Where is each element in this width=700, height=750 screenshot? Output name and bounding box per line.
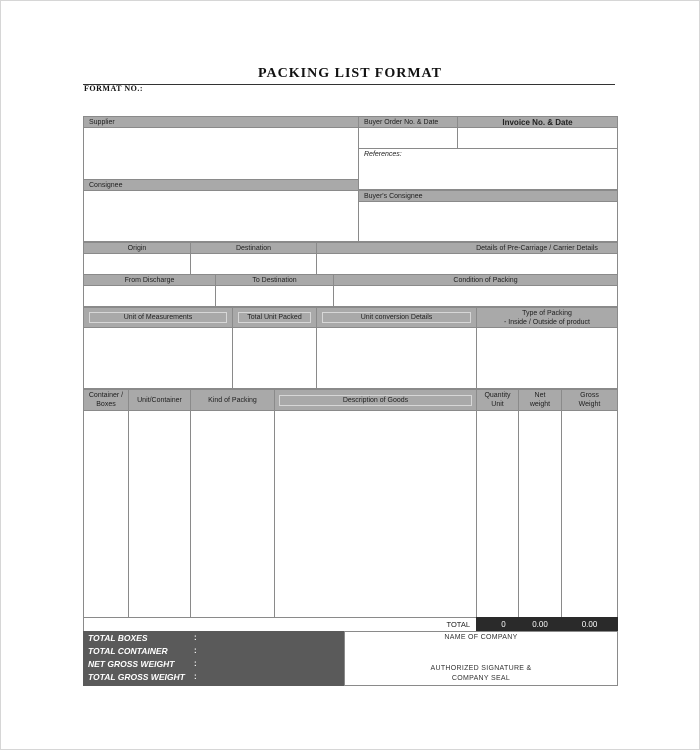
col-divider (561, 410, 562, 618)
col-kind-of-packing-label: Kind of Packing (208, 396, 257, 404)
col-net-weight-header (518, 389, 562, 411)
company-name-label: NAME OF COMPANY (444, 634, 518, 641)
supplier-field[interactable] (83, 127, 359, 180)
consignee-label: Consignee (89, 181, 123, 189)
invoice-label: Invoice No. & Date (502, 117, 573, 127)
total-gross-weight-colon: : (194, 672, 197, 681)
summary-row-total-boxes (88, 632, 148, 644)
references-label: References: (364, 151, 402, 158)
destination-field[interactable] (190, 253, 317, 275)
total-boxes-label: TOTAL BOXES (88, 633, 148, 643)
measurements-label: Unit of Measurements (123, 314, 193, 321)
total-boxes-colon: : (194, 633, 197, 642)
type-of-packing-header (476, 307, 618, 328)
total-label: TOTAL (446, 620, 470, 629)
col-divider (518, 410, 519, 618)
net-gross-weight-colon: : (194, 659, 197, 668)
col-quantity-label: Quantity Unit (484, 392, 511, 408)
from-discharge-field[interactable] (83, 285, 216, 307)
col-description-header (274, 389, 477, 411)
total-unit-packed-header (232, 307, 317, 328)
summary-row-net-gross-weight (88, 658, 174, 670)
total-container-colon: : (194, 646, 197, 655)
col-net-weight-label: Net weight (529, 392, 551, 408)
goods-table-body[interactable] (83, 410, 618, 618)
total-gross-weight-label: TOTAL GROSS WEIGHT (88, 672, 185, 682)
to-destination-field[interactable] (215, 285, 334, 307)
total-quantity-value: 0 (501, 620, 506, 629)
col-unit-container-header (128, 389, 191, 411)
col-gross-weight-header (561, 389, 618, 411)
type-of-packing-field[interactable] (476, 327, 618, 389)
col-quantity-header (476, 389, 519, 411)
conversion-header (316, 307, 477, 328)
condition-label: Condition of Packing (453, 276, 518, 284)
type-of-packing-line2: - Inside / Outside of product (504, 318, 590, 326)
total-net-weight-value: 0.00 (532, 620, 548, 629)
summary-row-total-container (88, 645, 168, 657)
measurements-field[interactable] (83, 327, 233, 389)
from-discharge-label: From Discharge (124, 276, 175, 284)
col-divider (128, 410, 129, 618)
col-divider (476, 410, 477, 618)
signature-box[interactable] (344, 631, 618, 686)
total-unit-packed-field[interactable] (232, 327, 317, 389)
condition-field[interactable] (333, 285, 618, 307)
signature-line2: COMPANY SEAL (451, 675, 511, 682)
buyer-order-field[interactable] (358, 127, 458, 149)
total-quantity (476, 617, 519, 632)
col-description-label: Description of Goods (342, 396, 409, 404)
pre-carriage-field[interactable] (316, 253, 618, 275)
origin-label: Origin (127, 244, 147, 252)
total-row (83, 617, 477, 632)
col-divider (190, 410, 191, 618)
buyer-order-label: Buyer Order No. & Date (364, 118, 439, 126)
col-kind-of-packing-header (190, 389, 275, 411)
supplier-label: Supplier (89, 118, 115, 126)
pre-carriage-label: Details of Pre-Carriage / Carrier Details (476, 244, 598, 252)
format-no-label: FORMAT NO.: (84, 84, 143, 93)
conversion-label: Unit conversion Details (360, 314, 433, 321)
conversion-field[interactable] (316, 327, 477, 389)
col-container-header (83, 389, 129, 411)
col-unit-container-label: Unit/Container (137, 396, 182, 404)
total-unit-packed-label: Total Unit Packed (247, 314, 302, 321)
total-gross-weight (561, 617, 618, 632)
total-gross-weight-value: 0.00 (581, 620, 598, 629)
col-divider (274, 410, 275, 618)
references-field[interactable] (358, 148, 618, 190)
col-container-label: Container / Boxes (88, 392, 124, 408)
buyers-consignee-field[interactable] (358, 201, 618, 242)
to-destination-label: To Destination (252, 276, 297, 284)
consignee-field[interactable] (83, 190, 359, 242)
title-rule (83, 84, 615, 85)
total-net-weight (518, 617, 562, 632)
signature-line1: AUTHORIZED SIGNATURE & (430, 665, 532, 672)
total-container-label: TOTAL CONTAINER (88, 646, 168, 656)
document-title: PACKING LIST FORMAT (258, 66, 442, 81)
measurements-header (83, 307, 233, 328)
type-of-packing-line1: Type of Packing (522, 309, 572, 317)
origin-field[interactable] (83, 253, 191, 275)
summary-panel (83, 631, 345, 686)
invoice-field[interactable] (457, 127, 618, 149)
col-gross-weight-label: Gross Weight (578, 392, 601, 408)
summary-row-total-gross-weight (88, 671, 185, 683)
net-gross-weight-label: NET GROSS WEIGHT (88, 659, 175, 669)
destination-label: Destination (235, 244, 272, 252)
buyers-consignee-label: Buyer's Consignee (364, 192, 423, 200)
